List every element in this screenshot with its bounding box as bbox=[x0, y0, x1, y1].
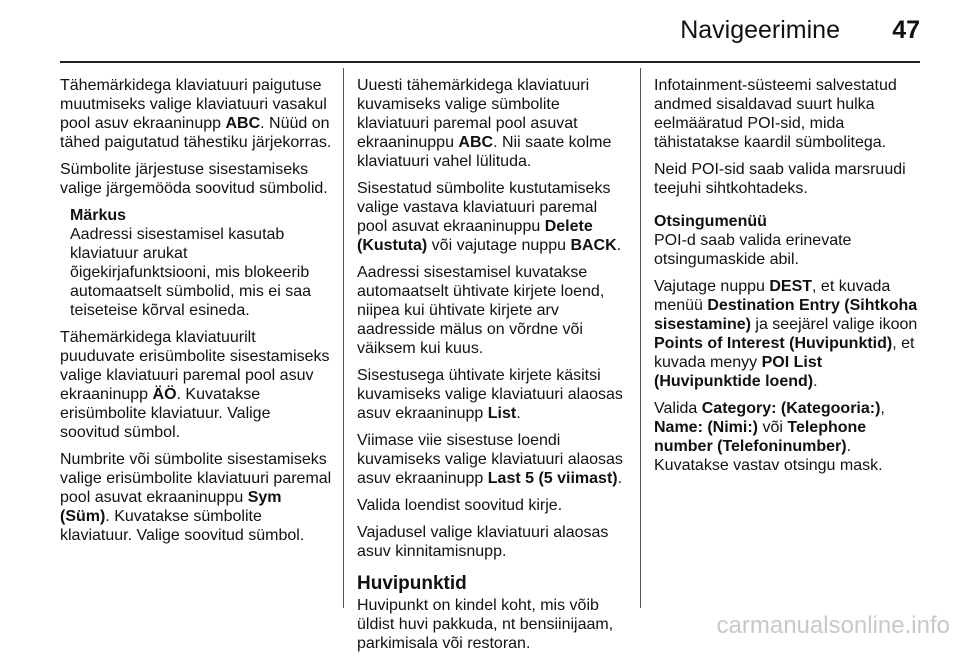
column-3 bbox=[654, 76, 926, 483]
column-divider-1 bbox=[343, 68, 344, 608]
header-divider bbox=[60, 61, 920, 63]
column-divider-2 bbox=[640, 68, 641, 608]
paragraph: Sisestatud sümbolite kustutamiseks valige vastava klaviatuuri paremal pool asuvat ekraaninuppu Delete (Kustuta) või vajutage nuppu BACK. bbox=[357, 180, 622, 254]
paragraph: Tähemärkidega klaviatuurilt puuduvate erisümbolite sisestamiseks valige klaviatuuri paremal pool asuv ekraaninupp ÄÖ. Kuvatakse erisümbolite klaviatuur. Valige soovitud sümbol. bbox=[60, 329, 330, 441]
paragraph: Numbrite või sümbolite sisestamiseks valige erisümbolite klaviatuuri paremal pool asuvat ekraaninuppu Sym (Süm). Kuvatakse sümbolite klaviatuur. Valige soovitud sümbol. bbox=[60, 451, 332, 544]
page-title: Navigeerimine bbox=[680, 16, 840, 44]
subsection-heading: Otsingumenüü bbox=[654, 213, 767, 230]
paragraph: Tähemärkidega klaviatuuri paigutuse muutmiseks valige klaviatuuri vasakul pool asuv ekraaninupp ABC. Nüüd on tähed paigutatud tähestiku järjekorras. bbox=[60, 77, 332, 151]
note-box bbox=[60, 206, 332, 320]
paragraph: POI-d saab valida erinevate otsingumaskide abil. bbox=[654, 232, 852, 268]
note-title: Märkus bbox=[70, 207, 127, 224]
paragraph: Neid POI-sid saab valida marsruudi teejuhi sihtkohtadeks. bbox=[654, 161, 906, 197]
paragraph: Valida loendist soovitud kirje. bbox=[357, 497, 563, 514]
paragraph: Huvipunkt on kindel koht, mis võib üldist huvi pakkuda, nt bensiinijaam, parkimisala või restoran. bbox=[357, 597, 614, 652]
column-2 bbox=[357, 76, 629, 661]
paragraph: Uuesti tähemärkidega klaviatuuri kuvamiseks valige sümbolite klaviatuuri paremal pool asuvat ekraaninuppu ABC. Nii saate kolme klaviatuuri vahel lülituda. bbox=[357, 77, 612, 170]
page-number: 47 bbox=[892, 16, 920, 44]
paragraph: Vajutage nuppu DEST, et kuvada menüü Destination Entry (Sihtkoha sisestamine) ja seejärel valige ikoon Points of Interest (Huvipunktid), et kuvada menyy POI List (Huvipunktide loend). bbox=[654, 278, 918, 390]
paragraph: Vajadusel valige klaviatuuri alaosas asuv kinnitamisnupp. bbox=[357, 524, 609, 560]
section-heading: Huvipunktid bbox=[357, 573, 467, 594]
paragraph: Aadressi sisestamisel kuvatakse automaatselt ühtivate kirjete loend, niipea kui ühtivate kirjete arv aadresside mälus on võrdne või väiksem kui kuus. bbox=[357, 264, 605, 357]
paragraph: Sümbolite järjestuse sisestamiseks valige järgemööda soovitud sümbolid. bbox=[60, 161, 328, 197]
paragraph: Viimase viie sisestuse loendi kuvamiseks valige klaviatuuri alaosas asuv ekraaninupp Last 5 (5 viimast). bbox=[357, 432, 623, 487]
column-1 bbox=[60, 76, 332, 553]
paragraph: Sisestusega ühtivate kirjete käsitsi kuvamiseks valige klaviatuuri alaosas asuv ekraaninupp List. bbox=[357, 367, 623, 422]
paragraph: Valida Category: (Kategooria:), Name: (Nimi:) või Telephone number (Telefoninumber). Kuvatakse vastav otsingu mask. bbox=[654, 400, 885, 474]
page-header bbox=[60, 0, 920, 64]
paragraph: Infotainment-süsteemi salvestatud andmed sisaldavad suurt hulka eelmääratud POI-sid, mida tähistatakse kaardil sümbolitega. bbox=[654, 77, 897, 151]
watermark: carmanualsonline.info bbox=[716, 612, 950, 639]
note-text: Aadressi sisestamisel kasutab klaviatuur arukat õigekirjafunktsiooni, mis blokeerib automaatselt sümbolid, mis ei saa teiseteise kõrval esineda. bbox=[70, 226, 311, 319]
